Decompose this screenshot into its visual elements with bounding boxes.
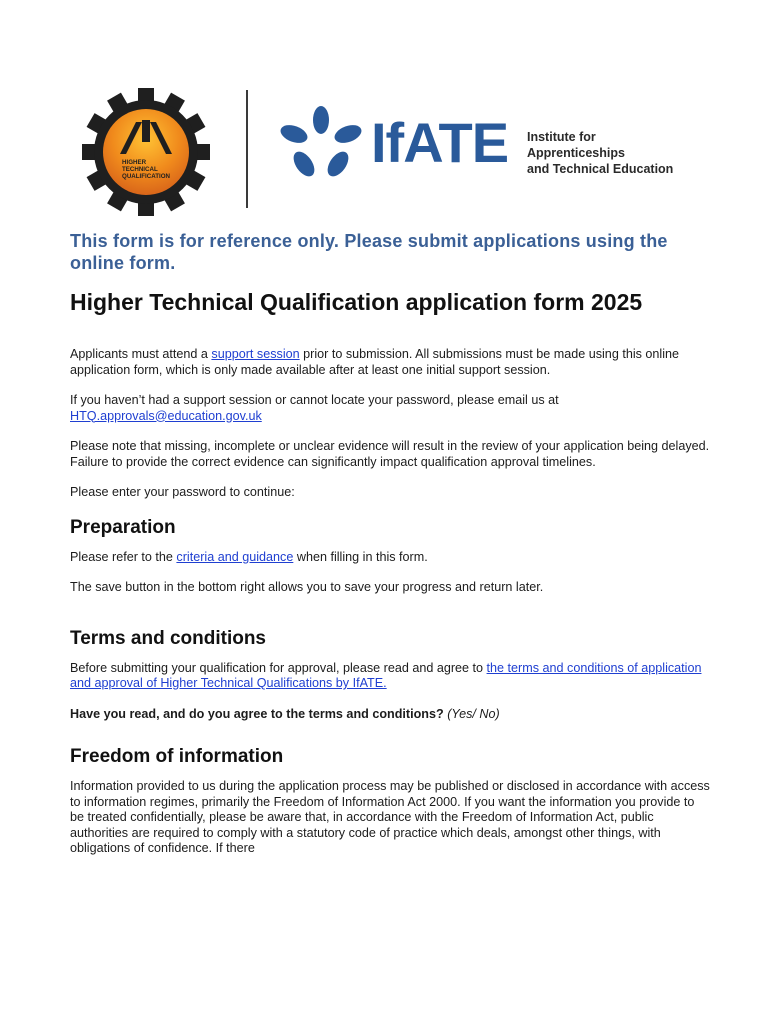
terms-paragraph: Before submitting your qualification for approval, please read and agree to the terms and conditions of application and approval of Higher Technical Qualifications by IfATE.	[70, 660, 702, 690]
preparation-heading: Preparation	[70, 516, 176, 538]
htq-gear-logo	[82, 88, 210, 216]
ifate-tagline-line-1: Institute for	[527, 130, 596, 144]
password-prompt: Please enter your password to continue:	[70, 485, 295, 499]
foi-paragraph: Information provided to us during the application process may be published or disclosed in accordance with access to information regimes, primarily the Freedom of Information Act 2000. If you want the information you provide to be treated confidentially, please be aware that, in accordance with the Freedom of Information Act, public authorities are required to comply with a statutory code of practice which deals, amongst other things, with obligations of confidence. If there	[70, 779, 710, 855]
htq-logo-text-3: QUALIFICATION	[122, 173, 171, 180]
document-body	[70, 230, 710, 872]
ifate-tagline-line-2: Apprenticeships	[527, 146, 625, 160]
email-link[interactable]: HTQ.approvals@education.gov.uk	[70, 408, 262, 423]
htq-logo-text-2: TECHNICAL	[122, 166, 158, 173]
terms-options: (Yes/ No)	[447, 706, 500, 721]
criteria-guidance-link[interactable]: criteria and guidance	[176, 549, 294, 564]
ifate-tagline-line-3: and Technical Education	[527, 162, 674, 176]
ifate-tagline	[527, 129, 673, 177]
support-session-link[interactable]: support session	[211, 347, 300, 361]
intro-paragraph-3: Please note that missing, incomplete or unclear evidence will result in the review of your application being delayed. Failure to provide the correct evidence can significantly impact qualification approval timelines.	[70, 439, 710, 469]
reference-notice: This form is for reference only. Please submit applications using the online form.	[70, 231, 668, 273]
foi-heading: Freedom of information	[70, 746, 284, 767]
ifate-wordmark: IfATE	[371, 111, 509, 174]
htq-logo-text-1: HIGHER	[122, 159, 147, 166]
terms-heading: Terms and conditions	[70, 627, 267, 649]
terms-conditions-link[interactable]: the terms and conditions of application and approval of Higher Technical Qualifications by IfATE.	[70, 660, 702, 690]
page-title: Higher Technical Qualification application form 2025	[70, 289, 643, 315]
logo-divider	[246, 90, 248, 208]
preparation-paragraph-1: Please refer to the criteria and guidance when filling in this form.	[70, 549, 428, 564]
terms-question: Have you read, and do you agree to the terms and conditions? (Yes/ No)	[70, 706, 500, 721]
ifate-star-icon	[280, 104, 362, 178]
preparation-paragraph-2: The save button in the bottom right allows you to save your progress and return later.	[70, 580, 544, 594]
intro-paragraph-2: If you haven’t had a support session or cannot locate your password, please email us at HTQ.approvals@education.gov.uk	[70, 393, 559, 423]
page-header	[0, 0, 770, 220]
intro-paragraph-1: Applicants must attend a support session prior to submission. All submissions must be made using this online application form, which is only made available after at least one initial support session.	[70, 347, 680, 377]
